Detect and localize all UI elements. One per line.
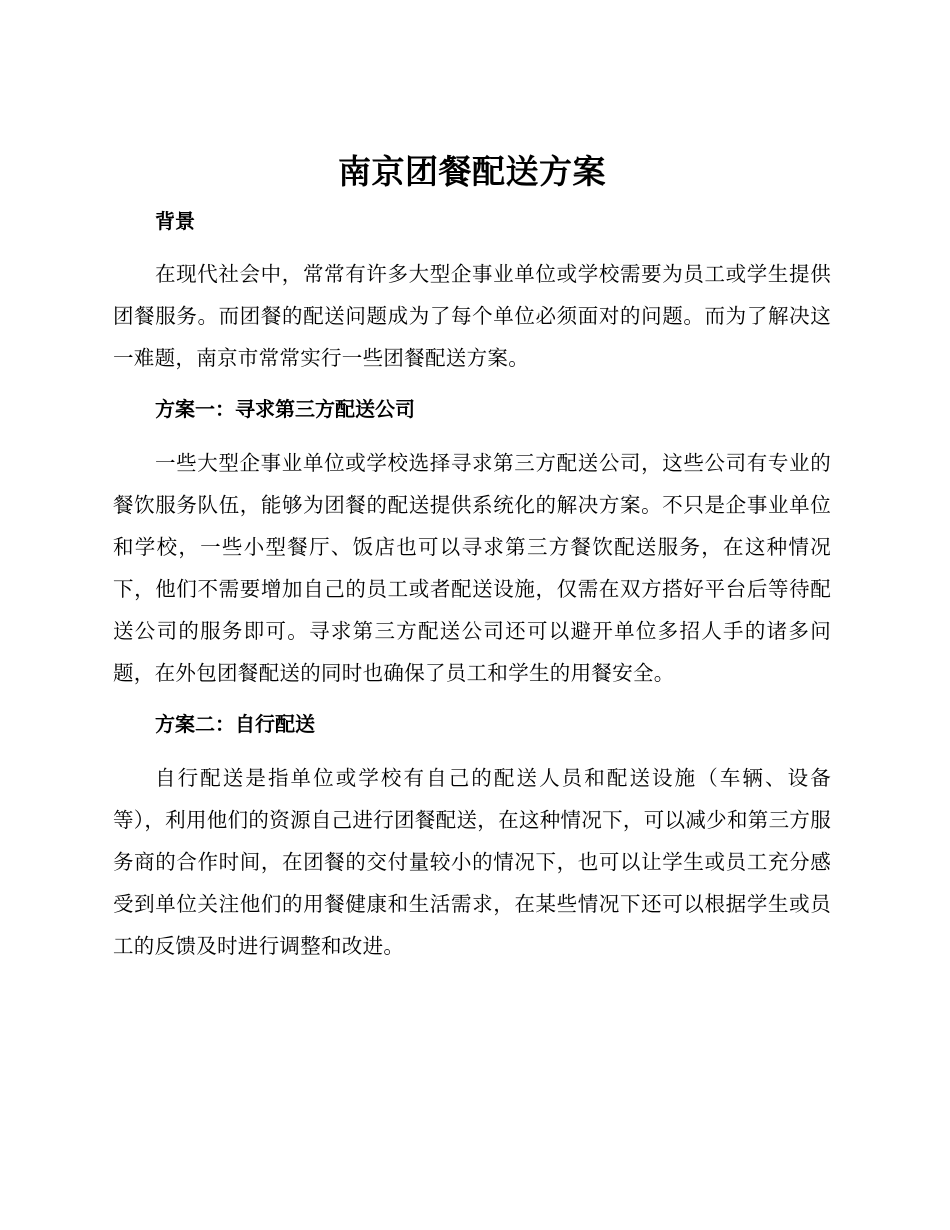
section-heading-plan-one: 方案一：寻求第三方配送公司 — [155, 397, 415, 421]
section-heading-background: 背景 — [155, 209, 195, 233]
document-title: 南京团餐配送方案 — [338, 152, 606, 191]
section-paragraph-plan-one: 一些大型企事业单位或学校选择寻求第三方配送公司，这些公司有专业的餐饮服务队伍，能够为团餐的配送提供系统化的解决方案。不只是企事业单位和学校，一些小型餐厅、饭店也可以寻求第三方餐饮配送服务，在这种情况下，他们不需要增加自己的员工或者配送设施，仅需在双方搭好平台后等待配送公司的服务即可。寻求第三方配送公司还可以避开单位多招人手的诸多问题，在外包团餐配送的同时也确保了员工和学生的用餐安全。 — [113, 451, 831, 685]
section-paragraph-background: 在现代社会中，常常有许多大型企事业单位或学校需要为员工或学生提供团餐服务。而团餐的配送问题成为了每个单位必须面对的问题。而为了解决这一难题，南京市常常实行一些团餐配送方案。 — [113, 262, 831, 370]
section-heading-plan-two: 方案二：自行配送 — [155, 712, 315, 736]
document-page — [113, 148, 831, 967]
section-paragraph-plan-two: 自行配送是指单位或学校有自己的配送人员和配送设施（车辆、设备等），利用他们的资源自己进行团餐配送，在这种情况下，可以减少和第三方服务商的合作时间，在团餐的交付量较小的情况下，也可以让学生或员工充分感受到单位关注他们的用餐健康和生活需求，在某些情况下还可以根据学生或员工的反馈及时进行调整和改进。 — [113, 766, 831, 958]
